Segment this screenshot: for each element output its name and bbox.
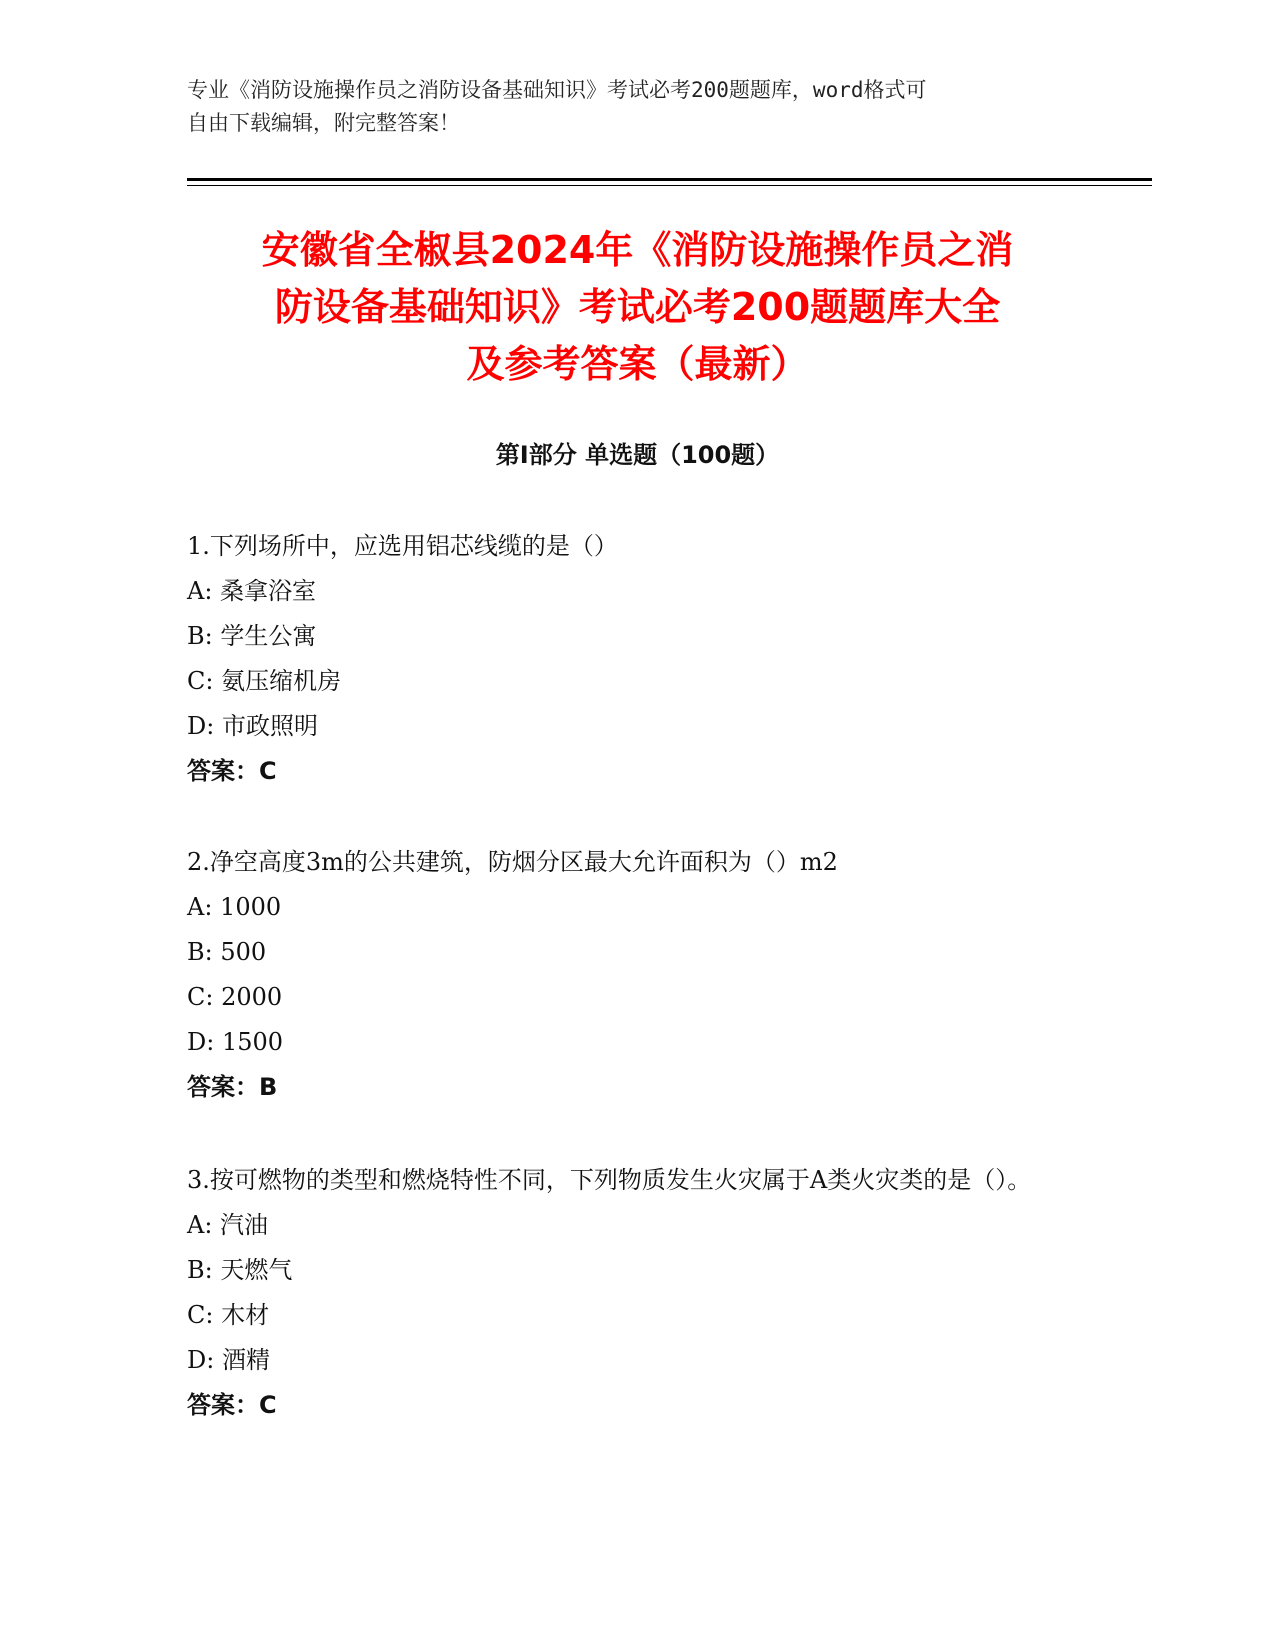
answer: 答案：B (187, 1073, 278, 1101)
question-stem: 1.下列场所中，应选用铝芯线缆的是（） (187, 532, 618, 560)
option-c: C: 木材 (187, 1301, 270, 1329)
header-rule-thin (187, 185, 1152, 186)
option-a: A: 汽油 (187, 1211, 269, 1239)
document-title (170, 222, 1105, 393)
option-d: D: 1500 (187, 1028, 284, 1056)
question-stem: 3.按可燃物的类型和燃烧特性不同，下列物质发生火灾属于A类火灾类的是（）。 (187, 1166, 1032, 1194)
option-b: B: 学生公寓 (187, 622, 317, 650)
title-line-1: 安徽省全椒县2024年《消防设施操作员之消 (261, 228, 1014, 272)
answer: 答案：C (187, 757, 277, 785)
option-d: D: 酒精 (187, 1346, 270, 1374)
title-line-2: 防设备基础知识》考试必考200题题库大全 (274, 285, 1001, 329)
header-note-line-1: 专业《消防设施操作员之消防设备基础知识》考试必考200题题库，word格式可 (187, 78, 927, 102)
section-title: 第Ⅰ部分 单选题（100题） (495, 441, 780, 469)
option-b: B: 500 (187, 938, 267, 966)
option-a: A: 桑拿浴室 (187, 577, 317, 605)
question-3 (187, 1158, 1067, 1428)
header-note-line-2: 自由下载编辑，附完整答案！ (187, 111, 460, 135)
option-c: C: 氨压缩机房 (187, 667, 342, 695)
option-a: A: 1000 (187, 893, 282, 921)
header-note (187, 74, 1087, 140)
question-2 (187, 840, 1067, 1110)
option-b: B: 天燃气 (187, 1256, 293, 1284)
title-line-3: 及参考答案（最新） (466, 342, 809, 386)
question-1 (187, 524, 1067, 794)
option-c: C: 2000 (187, 983, 283, 1011)
header-rule-thick (187, 178, 1152, 181)
question-stem: 2.净空高度3m的公共建筑，防烟分区最大允许面积为（）m2 (187, 848, 838, 876)
option-d: D: 市政照明 (187, 712, 318, 740)
answer: 答案：C (187, 1391, 277, 1419)
